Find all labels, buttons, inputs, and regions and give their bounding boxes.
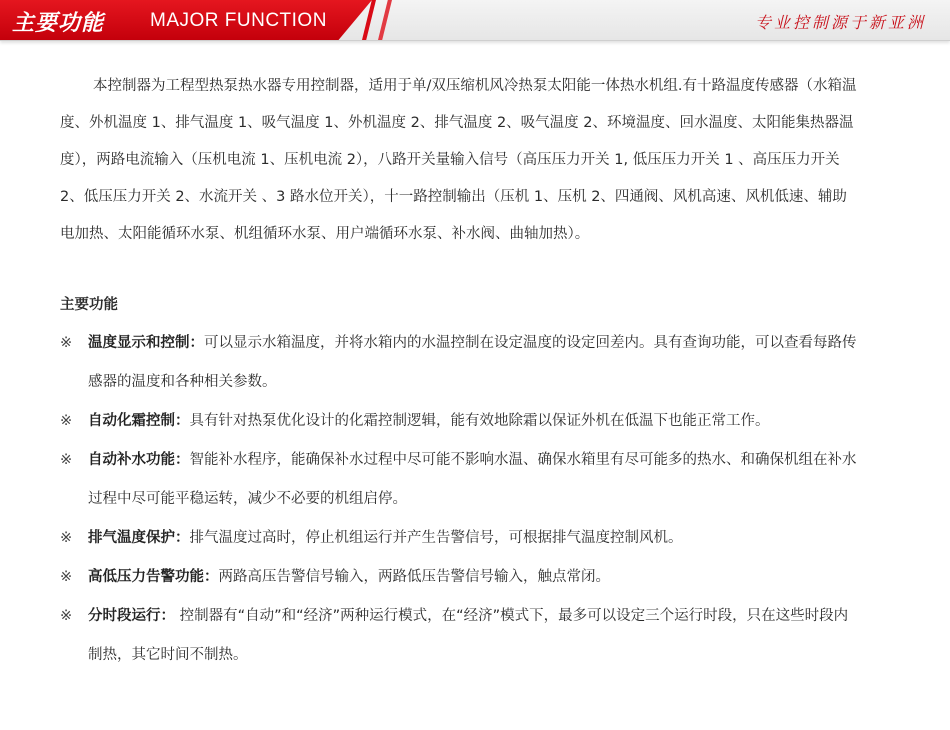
feature-desc: 两路高压告警信号输入，两路低压告警信号输入，触点常闭。 xyxy=(218,569,610,585)
main-content xyxy=(60,68,860,675)
feature-item xyxy=(60,519,860,558)
feature-name: 高低压力告警功能： xyxy=(88,569,219,585)
feature-desc: 控制器有“自动”和“经济”两种运行模式，在“经济”模式下，最多可以设定三个运行时段，只在这些时段内制热，其它时间不制热。 xyxy=(88,608,849,663)
reference-mark-icon: ※ xyxy=(60,569,73,585)
header-en-title: MAJOR FUNCTION xyxy=(150,10,327,31)
feature-name: 排气温度保护： xyxy=(88,530,190,546)
feature-item xyxy=(60,402,860,441)
header-banner xyxy=(0,0,950,48)
feature-list xyxy=(60,324,860,675)
feature-desc: 排气温度过高时，停止机组运行并产生告警信号，可根据排气温度控制风机。 xyxy=(189,530,683,546)
feature-name: 自动化霜控制： xyxy=(88,413,190,429)
feature-name: 自动补水功能： xyxy=(88,452,190,468)
reference-mark-icon: ※ xyxy=(60,413,73,429)
header-cn-title: 主要功能 xyxy=(12,10,105,36)
feature-name: 温度显示和控制： xyxy=(88,335,204,351)
feature-item xyxy=(60,324,860,402)
intro-paragraph: 本控制器为工程型热泵热水器专用控制器，适用于单/双压缩机风冷热泵太阳能一体热水机组.有十路温度传感器（水箱温度、外机温度 1、排气温度 1、吸气温度 1、外机温度 2、排气温度 2、吸气温度 2、环境温度、回水温度、太阳能集热器温度），两路电流输入（压机电流 1、压机电流 2），八路开关量输入信号（高压压力开关 1, 低压压力开关 1 、高压压力开关 2、低压压力开关 2、水流开关 、3 路水位开关），十一路控制输出（压机 1、压机 2、四通阀、风机高速、风机低速、辅助电加热、太阳能循环水泵、机组循环水泵、用户端循环水泵、补水阀、曲轴加热）。 xyxy=(60,78,857,242)
feature-desc: 具有针对热泵优化设计的化霜控制逻辑，能有效地除霜以保证外机在低温下也能正常工作。 xyxy=(189,413,770,429)
feature-name: 分时段运行： xyxy=(88,608,175,624)
feature-item xyxy=(60,558,860,597)
feature-desc: 智能补水程序，能确保补水过程中尽可能不影响水温、确保水箱里有尽可能多的热水、和确保机组在补水过程中尽可能平稳运转，减少不必要的机组启停。 xyxy=(88,452,857,507)
section-title: 主要功能 xyxy=(60,297,118,313)
reference-mark-icon: ※ xyxy=(60,608,73,624)
reference-mark-icon: ※ xyxy=(60,530,73,546)
feature-desc: 可以显示水箱温度，并将水箱内的水温控制在设定温度的设定回差内。具有查询功能，可以查看每路传感器的温度和各种相关参数。 xyxy=(88,335,857,390)
reference-mark-icon: ※ xyxy=(60,452,73,468)
feature-item xyxy=(60,441,860,519)
header-slogan: 专业控制源于新亚洲 xyxy=(754,13,926,32)
feature-item xyxy=(60,597,860,675)
reference-mark-icon: ※ xyxy=(60,335,73,351)
